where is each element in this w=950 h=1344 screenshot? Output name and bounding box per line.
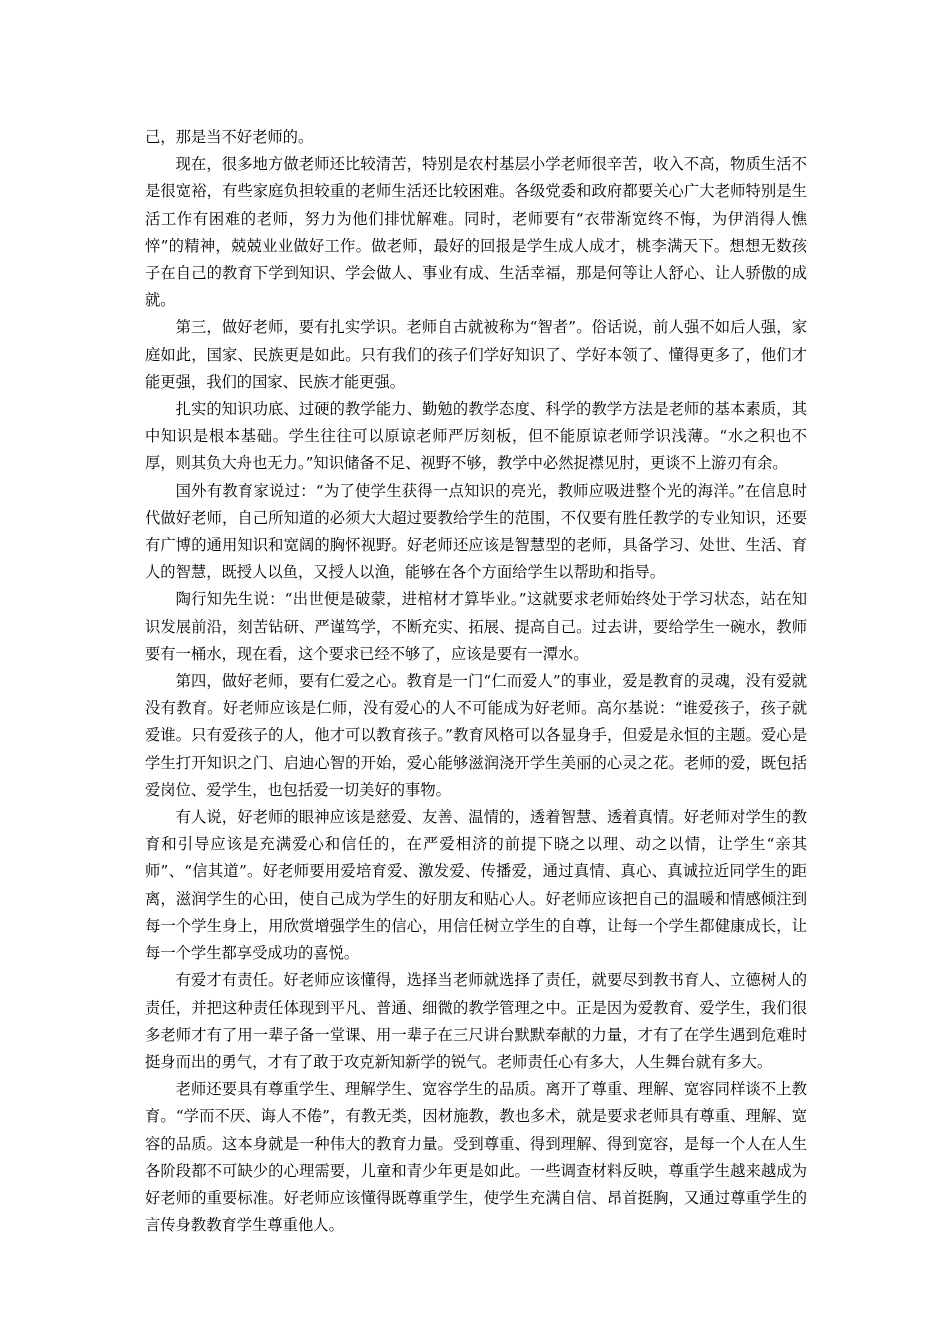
document-page [145,124,807,1239]
paragraph-6: 陶行知先生说：“出世便是破蒙，进棺材才算毕业。”这就要求老师始终处于学习状态，站在知识发展前沿，刻苦钻研、严谨笃学，不断充实、拓展、提高自己。过去讲，要给学生一碗水，教师要有一桶水，现在看，这个要求已经不够了，应该是要有一潭水。 [145,590,807,663]
paragraph-7: 第四，做好老师，要有仁爱之心。教育是一门“仁而爱人”的事业，爱是教育的灵魂，没有爱就没有教育。好老师应该是仁师，没有爱心的人不可能成为好老师。高尔基说：“谁爱孩子，孩子就爱谁。只有爱孩子的人，他才可以教育孩子。”教育风格可以各显身手，但爱是永恒的主题。爱心是学生打开知识之门、启迪心智的开始，爱心能够滋润浇开学生美丽的心灵之花。老师的爱，既包括爱岗位、爱学生，也包括爱一切美好的事物。 [145,672,807,799]
paragraph-5: 国外有教育家说过：“为了使学生获得一点知识的亮光，教师应吸进整个光的海洋。”在信息时代做好老师，自己所知道的必须大大超过要教给学生的范围，不仅要有胜任教学的专业知识，还要有广博的通用知识和宽阔的胸怀视野。好老师还应该是智慧型的老师，具备学习、处世、生活、育人的智慧，既授人以鱼，又授人以渔，能够在各个方面给学生以帮助和指导。 [145,481,807,582]
paragraph-8: 有人说，好老师的眼神应该是慈爱、友善、温情的，透着智慧、透着真情。好老师对学生的教育和引导应该是充满爱心和信任的，在严爱相济的前提下晓之以理、动之以情，让学生“亲其师”、“信其道”。好老师要用爱培育爱、激发爱、传播爱，通过真情、真心、真诚拉近同学生的距离，滋润学生的心田，使自己成为学生的好朋友和贴心人。好老师应该把自己的温暖和情感倾注到每一个学生身上，用欣赏增强学生的信心，用信任树立学生的自尊，让每一个学生都健康成长，让每一个学生都享受成功的喜悦。 [145,808,807,963]
paragraph-10: 老师还要具有尊重学生、理解学生、宽容学生的品质。离开了尊重、理解、宽容同样谈不上教育。“学而不厌、诲人不倦”，有教无类，因材施教，教也多术，就是要求老师具有尊重、理解、宽容的品质。这本身就是一种伟大的教育力量。受到尊重、得到理解、得到宽容，是每一个人在人生各阶段都不可缺少的心理需要，儿童和青少年更是如此。一些调查材料反映，尊重学生越来越成为好老师的重要标准。好老师应该懂得既尊重学生，使学生充满自信、昂首挺胸，又通过尊重学生的言传身教教育学生尊重他人。 [145,1080,807,1235]
paragraph-1: 己，那是当不好老师的。 [145,128,314,146]
paragraph-2: 现在，很多地方做老师还比较清苦，特别是农村基层小学老师很辛苦，收入不高，物质生活不是很宽裕，有些家庭负担较重的老师生活还比较困难。各级党委和政府都要关心广大老师特别是生活工作有困难的老师，努力为他们排忧解难。同时，老师要有“衣带渐宽终不悔，为伊消得人憔悴”的精神，兢兢业业做好工作。做老师，最好的回报是学生成人成才，桃李满天下。想想无数孩子在自己的教育下学到知识、学会做人、事业有成、生活幸福，那是何等让人舒心、让人骄傲的成就。 [145,155,807,310]
paragraph-3: 第三，做好老师，要有扎实学识。老师自古就被称为“智者”。俗话说，前人强不如后人强，家庭如此，国家、民族更是如此。只有我们的孩子们学好知识了、学好本领了、懂得更多了，他们才能更强，我们的国家、民族才能更强。 [145,318,807,391]
paragraph-4: 扎实的知识功底、过硬的教学能力、勤勉的教学态度、科学的教学方法是老师的基本素质，其中知识是根本基础。学生往往可以原谅老师严厉刻板，但不能原谅老师学识浅薄。“水之积也不厚，则其负大舟也无力。”知识储备不足、视野不够，教学中必然捉襟见肘，更谈不上游刃有余。 [145,400,807,473]
paragraph-9: 有爱才有责任。好老师应该懂得，选择当老师就选择了责任，就要尽到教书育人、立德树人的责任，并把这种责任体现到平凡、普通、细微的教学管理之中。正是因为爱教育、爱学生，我们很多老师才有了用一辈子备一堂课、用一辈子在三尺讲台默默奉献的力量，才有了在学生遇到危难时挺身而出的勇气，才有了敢于攻克新知新学的锐气。老师责任心有多大，人生舞台就有多大。 [145,971,807,1071]
